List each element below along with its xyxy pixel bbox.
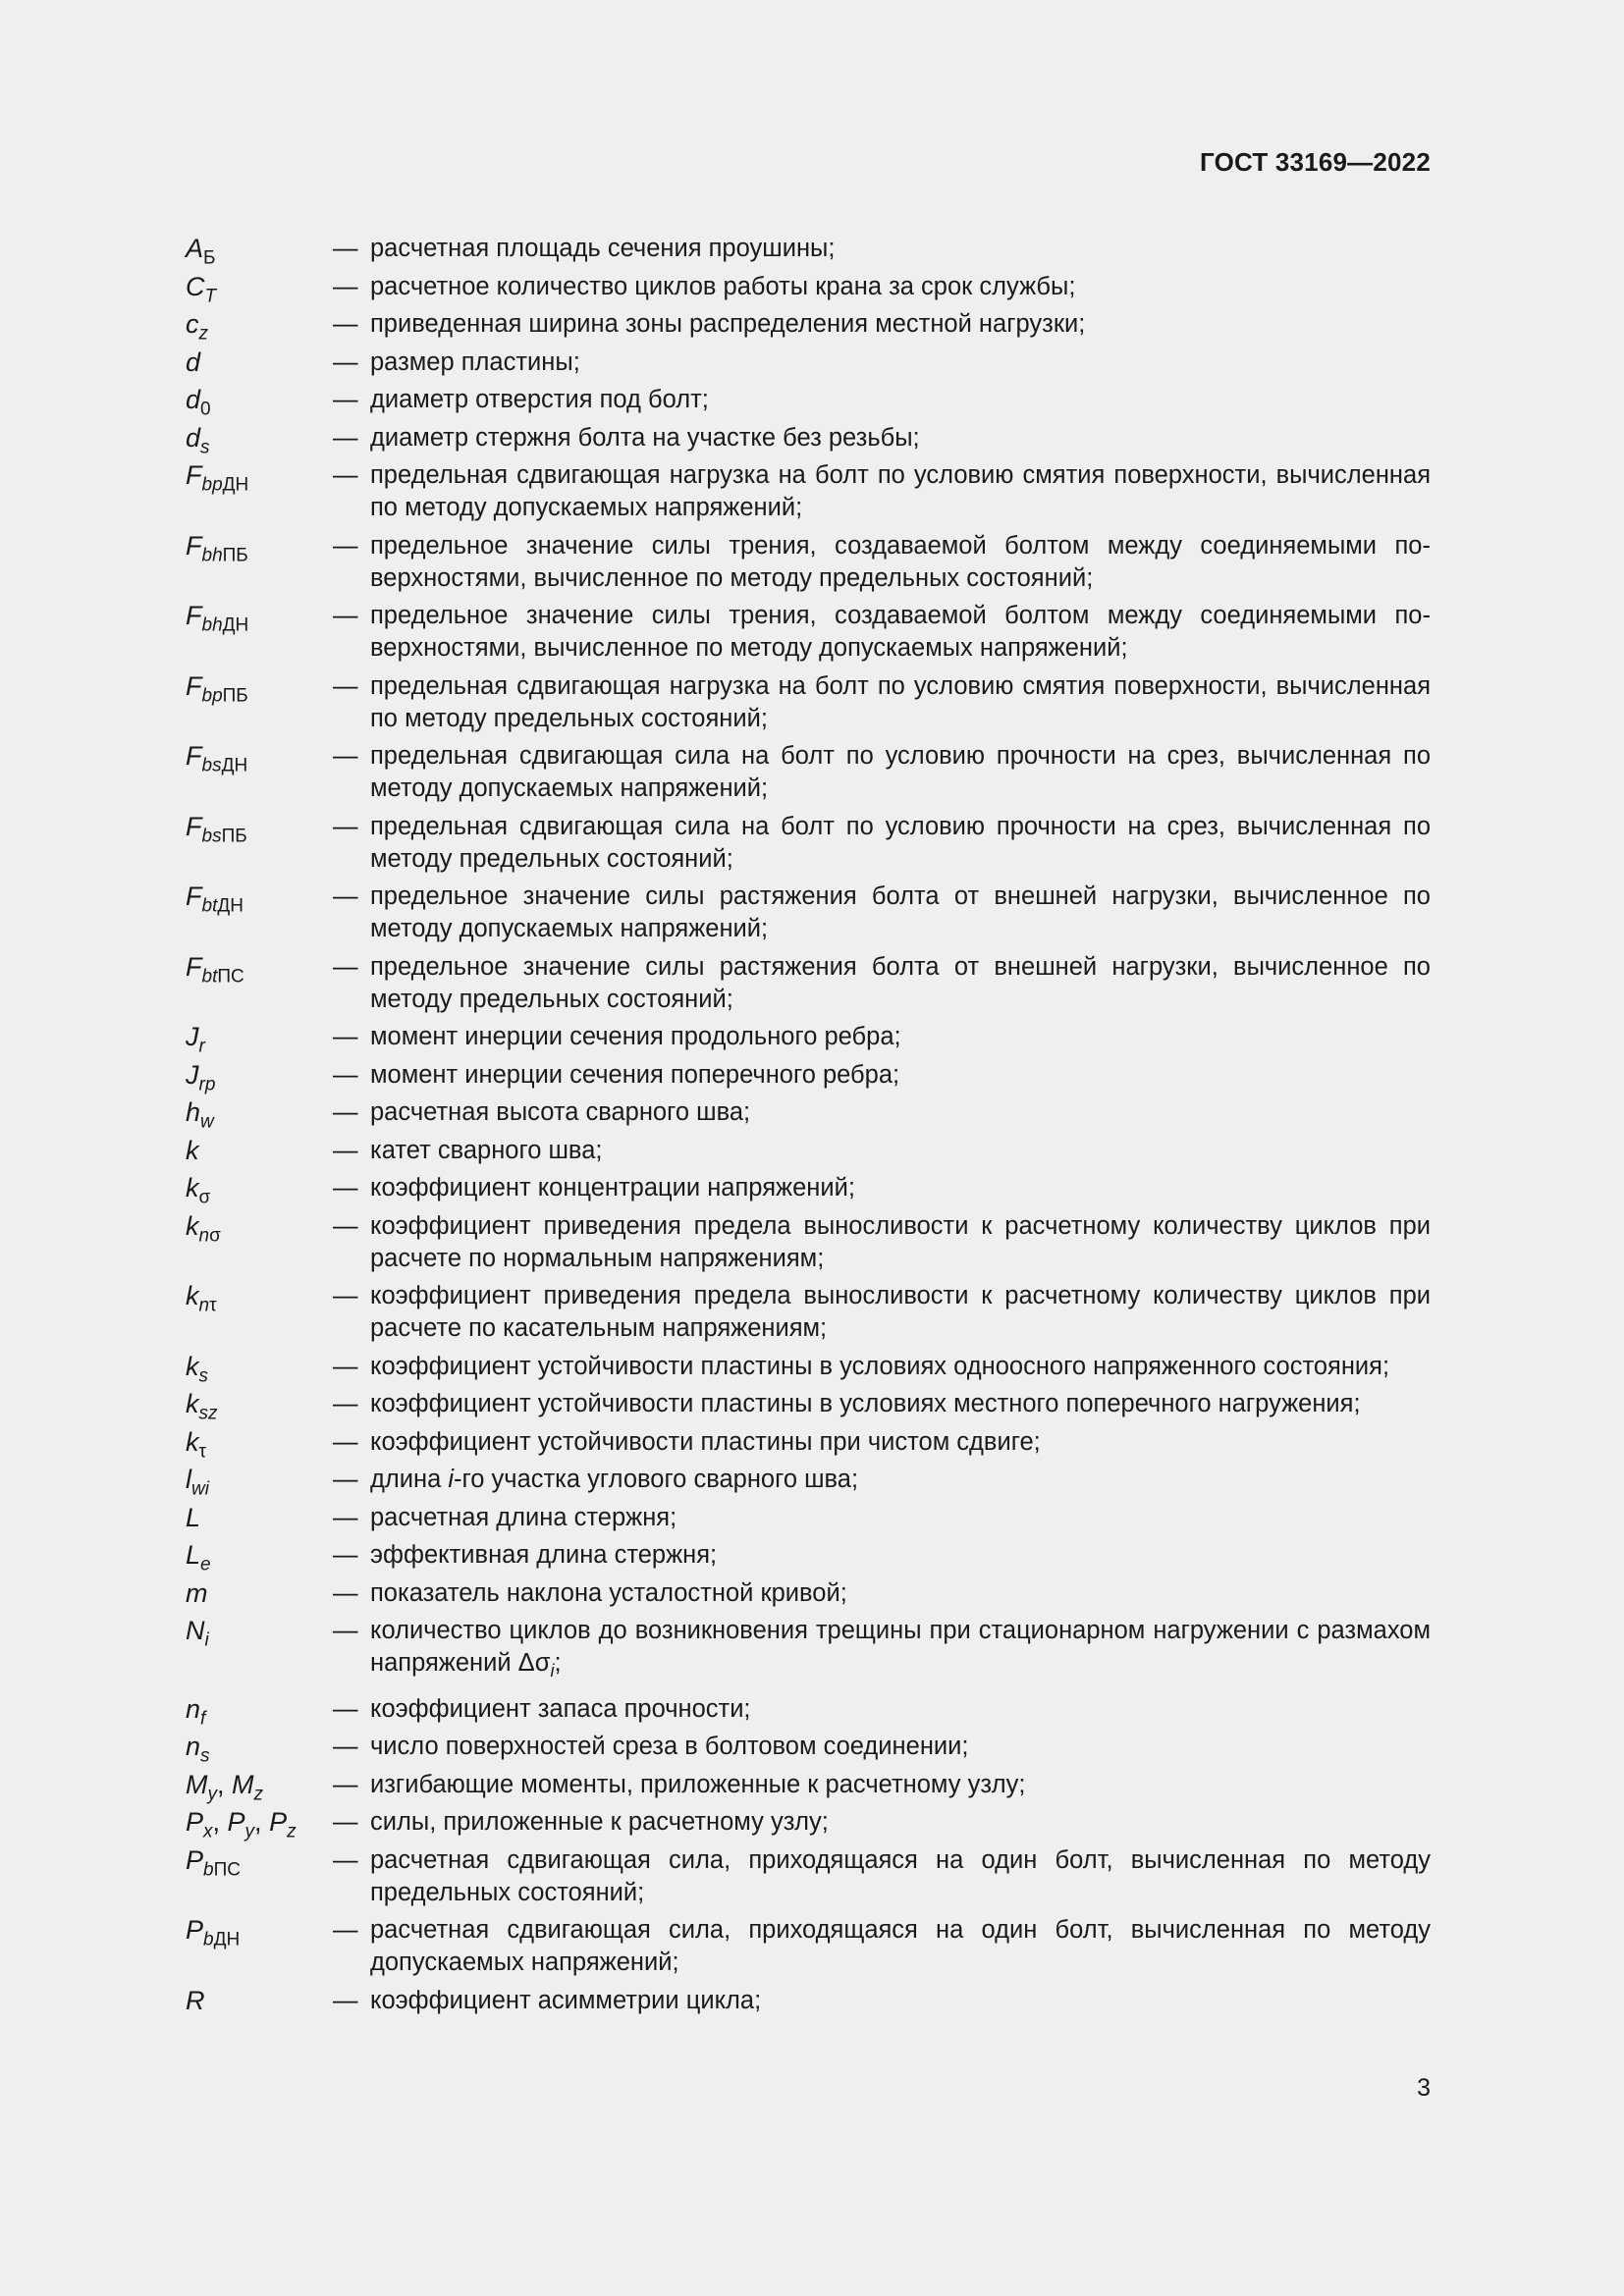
definition-text: изгибающие моменты, приложенные к расчетному узлу;: [370, 1770, 1026, 1798]
em-dash: —: [333, 742, 358, 770]
symbol: $F_{bpПБ}$: [186, 670, 248, 707]
definition-row: [186, 1280, 1431, 1345]
definition-text: предельное значение силы трения, создаваемой болтом между соединяемыми поверхностями, вычисленное по методу предельных состояний;: [370, 531, 1431, 592]
definition-text: диаметр отверстия под болт;: [370, 386, 709, 413]
definition-text: расчетное количество циклов работы крана за срок службы;: [370, 272, 1076, 300]
em-dash: —: [333, 1694, 358, 1723]
definition-row: [186, 384, 1431, 420]
definition-row: [186, 600, 1431, 665]
symbol: $c_z$: [186, 309, 208, 345]
em-dash: —: [333, 1503, 358, 1531]
definition-row: [186, 1351, 1431, 1387]
definition-text: предельная сдвигающая сила на болт по условию прочности на срез, вычисленная по методу предельных состояний;: [370, 812, 1431, 873]
em-dash: —: [333, 531, 358, 560]
definition-text: предельное значение силы растяжения болта от внешней нагрузки, вычисленное по методу предельных состояний;: [370, 952, 1431, 1013]
symbol: $F_{bpДН}$: [186, 460, 249, 496]
em-dash: —: [333, 1986, 358, 2014]
symbol: R: [186, 1985, 205, 2015]
symbol: $P_{bПС}$: [186, 1844, 241, 1881]
definition-text: расчетная длина стержня;: [370, 1503, 677, 1531]
definition-row: [186, 1693, 1431, 1730]
definition-row: [186, 1577, 1431, 1610]
definition-text: коэффициент приведения предела выносливости к расчетному количеству циклов при расчете по касательным напряжениям;: [370, 1282, 1431, 1342]
symbol: k: [186, 1135, 199, 1165]
em-dash: —: [333, 1282, 358, 1309]
em-dash: —: [333, 310, 358, 338]
document-code: ГОСТ 33169—2022: [1200, 147, 1431, 177]
page-number: 3: [1417, 2074, 1431, 2102]
em-dash: —: [333, 1136, 358, 1164]
definition-row: [186, 1059, 1431, 1095]
definition-row: [186, 1096, 1431, 1133]
em-dash: —: [333, 272, 358, 300]
definition-text: число поверхностей среза в болтовом соединении;: [370, 1733, 969, 1761]
symbol: $k_\tau$: [186, 1426, 207, 1463]
definition-row: [186, 1769, 1431, 1805]
definition-row: [186, 422, 1431, 458]
definition-row: [186, 347, 1431, 379]
definition-text: предельное значение силы растяжения болта от внешней нагрузки, вычисленное по методу допускаемых напряжений;: [370, 882, 1431, 942]
definition-row: [186, 1388, 1431, 1424]
symbol: $n_s$: [186, 1732, 210, 1767]
symbol: $k_{n\tau}$: [186, 1281, 217, 1316]
em-dash: —: [333, 1916, 358, 1945]
definition-text: расчетная высота сварного шва;: [370, 1098, 751, 1126]
em-dash: —: [333, 952, 358, 981]
symbol: $N_i$: [186, 1616, 209, 1651]
definition-text: предельная сдвигающая сила на болт по условию прочности на срез, вычисленная по методу допускаемых напряжений;: [370, 742, 1431, 802]
symbol: L: [186, 1502, 201, 1532]
definition-row: [186, 530, 1431, 595]
definition-row: [186, 670, 1431, 735]
definition-text: расчетная сдвигающая сила, приходящаяся на один болт, вычисленная по методу предельных состояний;: [370, 1845, 1431, 1906]
definition-text: предельное значение силы трения, создаваемой болтом между соединяемыми поверхностями, вычисленное по методу допускаемых напряжений;: [370, 602, 1431, 662]
definition-text: коэффициент устойчивости пластины в условиях одноосного напряженного состояния;: [370, 1352, 1390, 1380]
definition-text: коэффициент приведения предела выносливости к расчетному количеству циклов при расчете по нормальным напряжениям;: [370, 1211, 1431, 1272]
definition-row: [186, 740, 1431, 805]
em-dash: —: [333, 1578, 358, 1607]
symbol: $L_e$: [186, 1540, 211, 1575]
em-dash: —: [333, 423, 358, 452]
definition-row: [186, 881, 1431, 945]
em-dash: —: [333, 235, 358, 262]
em-dash: —: [333, 347, 358, 376]
definition-text: коэффициент устойчивости пластины при чистом сдвиге;: [370, 1427, 1041, 1456]
symbol: $d_0$: [186, 385, 211, 420]
definition-text: расчетная площадь сечения проушины;: [370, 235, 836, 262]
em-dash: —: [333, 882, 358, 910]
definition-text: длина i-го участка углового сварного шва;: [370, 1466, 859, 1493]
em-dash: —: [333, 1174, 358, 1201]
em-dash: —: [333, 1098, 358, 1126]
symbol: $d_s$: [186, 422, 210, 458]
symbol: $C_T$: [186, 271, 217, 307]
definition-row: [186, 308, 1431, 345]
definition-row: [186, 233, 1431, 269]
symbol: $k_\sigma$: [186, 1173, 211, 1208]
symbol: $h_w$: [186, 1097, 214, 1133]
definition-row: [186, 459, 1431, 524]
definition-row: [186, 271, 1431, 307]
em-dash: —: [333, 386, 358, 413]
definition-row: [186, 1426, 1431, 1463]
definition-text: коэффициент запаса прочности;: [370, 1694, 751, 1723]
definition-row: [186, 1210, 1431, 1275]
symbol: $F_{bhДН}$: [186, 601, 249, 636]
definition-row: [186, 1731, 1431, 1767]
definition-text: показатель наклона усталостной кривой;: [370, 1578, 847, 1607]
em-dash: —: [333, 1023, 358, 1050]
symbol: $F_{bsПБ}$: [186, 811, 247, 847]
definition-row: [186, 1172, 1431, 1208]
symbol: $k_s$: [186, 1351, 208, 1387]
em-dash: —: [333, 1211, 358, 1240]
symbol: $k_{n\sigma}$: [186, 1210, 221, 1247]
definition-text: предельная сдвигающая нагрузка на болт по условию смятия поверхности, вычисленная по методу допускаемых напряжений;: [370, 461, 1431, 521]
definition-text: момент инерции сечения продольного ребра;: [370, 1023, 901, 1050]
em-dash: —: [333, 1352, 358, 1380]
symbol: $M_y$, $M_z$: [186, 1769, 264, 1805]
em-dash: —: [333, 1466, 358, 1493]
definition-row: [186, 951, 1431, 1016]
symbol: $k_{sz}$: [186, 1389, 218, 1424]
definition-row: [186, 1914, 1431, 1979]
definition-row: [186, 811, 1431, 876]
symbol: $J_{rp}$: [186, 1059, 216, 1095]
definition-text: расчетная сдвигающая сила, приходящаяся на один болт, вычисленная по методу допускаемых напряжений;: [370, 1916, 1431, 1977]
definition-text: эффективная длина стержня;: [370, 1541, 718, 1569]
definition-row: [186, 1615, 1431, 1687]
definition-text: диаметр стержня болта на участке без резьбы;: [370, 423, 920, 452]
em-dash: —: [333, 812, 358, 840]
definition-row: [186, 1539, 1431, 1575]
symbol: $F_{bsДН}$: [186, 741, 248, 776]
em-dash: —: [333, 1060, 358, 1089]
symbol: $F_{bhПБ}$: [186, 530, 248, 566]
definition-row: [186, 1464, 1431, 1500]
symbol: d: [186, 347, 201, 377]
symbol: $n_f$: [186, 1693, 206, 1730]
symbol: $A_Б$: [186, 234, 216, 269]
em-dash: —: [333, 1541, 358, 1569]
em-dash: —: [333, 1617, 358, 1644]
definition-row: [186, 1844, 1431, 1909]
em-dash: —: [333, 602, 358, 629]
definition-text: силы, приложенные к расчетному узлу;: [370, 1808, 829, 1837]
definition-row: [186, 1806, 1431, 1842]
em-dash: —: [333, 671, 358, 700]
definition-text: размер пластины;: [370, 347, 580, 376]
definition-text: коэффициент устойчивости пластины в условиях местного поперечного нагружения;: [370, 1390, 1361, 1417]
em-dash: —: [333, 1845, 358, 1874]
definition-text: коэффициент асимметрии цикла;: [370, 1986, 762, 2014]
definition-row: [186, 1021, 1431, 1057]
symbol: $l_{wi}$: [186, 1465, 209, 1500]
definition-text: приведенная ширина зоны распределения местной нагрузки;: [370, 310, 1086, 338]
em-dash: —: [333, 1733, 358, 1761]
symbol: $F_{btДН}$: [186, 881, 244, 917]
em-dash: —: [333, 1390, 358, 1417]
definition-text: предельная сдвигающая нагрузка на болт по условию смятия поверхности, вычисленная по методу предельных состояний;: [370, 671, 1431, 732]
definition-text: коэффициент концентрации напряжений;: [370, 1174, 855, 1201]
em-dash: —: [333, 1427, 358, 1456]
definition-text: момент инерции сечения поперечного ребра;: [370, 1060, 900, 1089]
definition-text: количество циклов до возникновения трещины при стационарном нагружении с размахом напряжений $\Delta\sigma_i$;: [370, 1617, 1431, 1682]
em-dash: —: [333, 461, 358, 489]
symbol: $P_{bДН}$: [186, 1915, 241, 1950]
symbol: m: [186, 1577, 208, 1608]
definition-text: катет сварного шва;: [370, 1136, 603, 1164]
symbol: $P_x$, $P_y$, $P_z$: [186, 1807, 297, 1842]
symbol-definitions-list: [186, 233, 1431, 2022]
definition-row: [186, 1135, 1431, 1167]
em-dash: —: [333, 1808, 358, 1837]
definition-row: [186, 1502, 1431, 1534]
symbol: $F_{btПС}$: [186, 951, 244, 988]
em-dash: —: [333, 1770, 358, 1798]
symbol: $J_r$: [186, 1022, 205, 1057]
definition-row: [186, 1985, 1431, 2017]
